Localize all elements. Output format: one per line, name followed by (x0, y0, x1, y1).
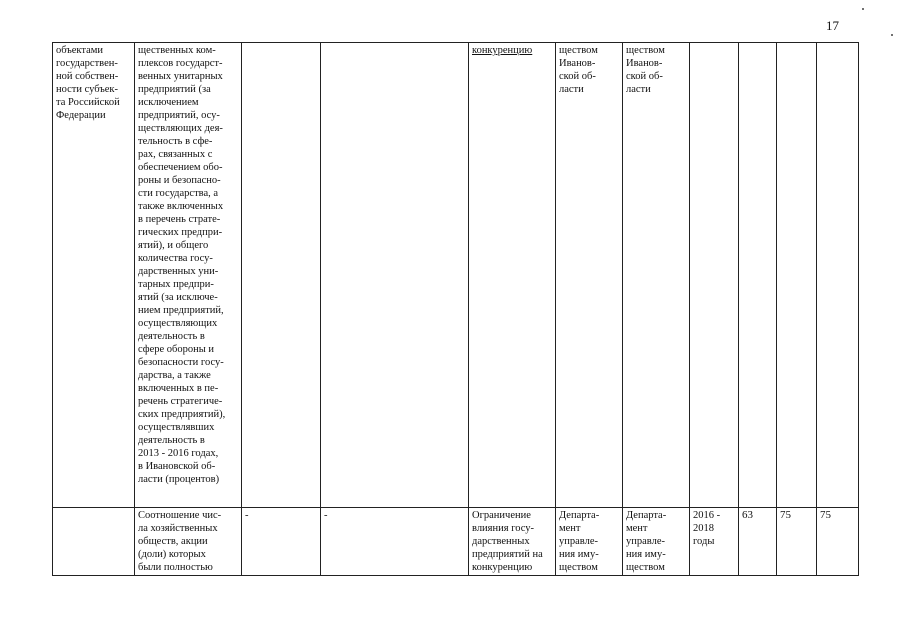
cell-dash: - (242, 508, 321, 576)
cell-indicator: щественных ком- плексов государст- венных унитарных предприятий (за исключением предприятий, осу- ществляющих дея- тельность в сфе- рах, связанных с обеспечением обо- роны и безопасно- сти государства, а также включенных в перечень страте- гических предпри- ятий), и общего количества госу- дарственных уни- тарных предпри- ятий (за исключе- нием предприятий, осуществляющих деятельность в сфере обороны и безопасности госу- дарства, а также включенных в пе- речень стратегиче- ских предприятий), осуществлявших деятельность в 2013 - 2016 годах, в Ивановской об- ласти (процентов) (135, 43, 242, 508)
cell-responsible: Департа- мент управле- ния иму- ществом (623, 508, 690, 576)
page-number: 17 (826, 18, 839, 33)
cell-value: 63 (739, 508, 777, 576)
program-table (52, 42, 859, 576)
cell-object-type: объектами государствен- ной собствен- ности субъек- та Российской Федерации (53, 43, 135, 508)
cell-period (690, 43, 739, 508)
cell-object-type (53, 508, 135, 576)
table-row (53, 43, 859, 508)
cell-responsible: Департа- мент управле- ния иму- ществом (556, 508, 623, 576)
cell-measure: конкуренцию (469, 43, 556, 508)
cell-indicator: Соотношение чис- ла хозяйственных обществ, акции (доли) которых были полностью (135, 508, 242, 576)
cell-dash: - (321, 508, 469, 576)
cell-period: 2016 - 2018 годы (690, 508, 739, 576)
cell-value (817, 43, 859, 508)
cell-value: 75 (817, 508, 859, 576)
cell-value (739, 43, 777, 508)
scan-speck (891, 34, 893, 36)
cell-responsible: ществом Иванов- ской об- ласти (623, 43, 690, 508)
scan-speck (862, 8, 864, 10)
cell-value: 75 (777, 508, 817, 576)
cell-value (777, 43, 817, 508)
table-row (53, 508, 859, 576)
cell-responsible: ществом Иванов- ской об- ласти (556, 43, 623, 508)
cell-measure: Ограничение влияния госу- дарственных предприятий на конкуренцию (469, 508, 556, 576)
cell-empty (321, 43, 469, 508)
cell-empty (242, 43, 321, 508)
